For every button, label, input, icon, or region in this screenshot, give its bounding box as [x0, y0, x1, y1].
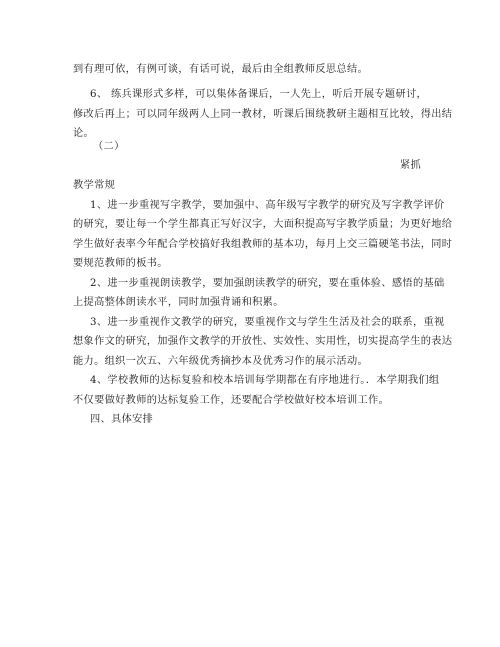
paragraph-3-line-1: 3、进一步重视作文教学的研究，要重视作文与学生生活及社会的联系，重视 — [90, 317, 445, 328]
paragraph-1-line-2: 的研究，要让每一个学生都真正写好汉字，大面积提高写字教学质量；为更好地给 — [73, 219, 453, 230]
paragraph-2-line-1: 2、进一步重视朗读教学，要加强朗读教学的研究，要在重体验、感悟的基础 — [90, 278, 445, 289]
paragraph-2-line-2: 上提高整体朗读水平，同时加强背诵和积累。 — [73, 297, 284, 308]
text-line-3: 修改后再上；可以同年级两人上同一教材，听课后围绕教研主题相互比较，得出结 — [73, 109, 453, 120]
paragraph-4-line-2: 不仅要做好教师的达标复验工作，还要配合学校做好校本培训工作。 — [73, 395, 390, 406]
paragraph-1-line-4: 要规范教师的板书。 — [73, 258, 168, 269]
paragraph-3-line-2: 想象作文的研究，加强作文教学的开放性、实效性、实用性，切实提高学生的表达 — [73, 336, 453, 347]
paragraph-3-line-3: 能力。组织一次五、六年级优秀摘抄本及优秀习作的展示活动。 — [73, 356, 369, 367]
text-line-1: 到有理可依，有例可谈，有话可说，最后由全组教师反思总结。 — [73, 64, 369, 75]
text-line-jinzhua: 紧抓 — [400, 160, 422, 171]
text-line-teaching-routine: 教学常规 — [73, 180, 116, 191]
paragraph-1-line-1: 1、进一步重视写字教学，要加强中、高年级写字教学的研究及写字教学评价 — [90, 200, 445, 211]
section-heading-4: 四、具体安排 — [90, 414, 154, 425]
paragraph-1-line-3: 学生做好表率今年配合学校搞好我组教师的基本功，每月上交三篇硬笔书法，同时 — [73, 239, 453, 250]
text-line-4: 论。 — [73, 128, 95, 139]
text-line-2: 6、 练兵课形式多样，可以集体备课后，一人先上，听后开展专题研讨， — [90, 89, 428, 100]
paragraph-4-line-1: 4、学校教师的达标复验和校本培训每学期都在有序地进行。．本学期我们组 — [90, 375, 440, 386]
section-heading-2: （二） — [93, 141, 125, 152]
